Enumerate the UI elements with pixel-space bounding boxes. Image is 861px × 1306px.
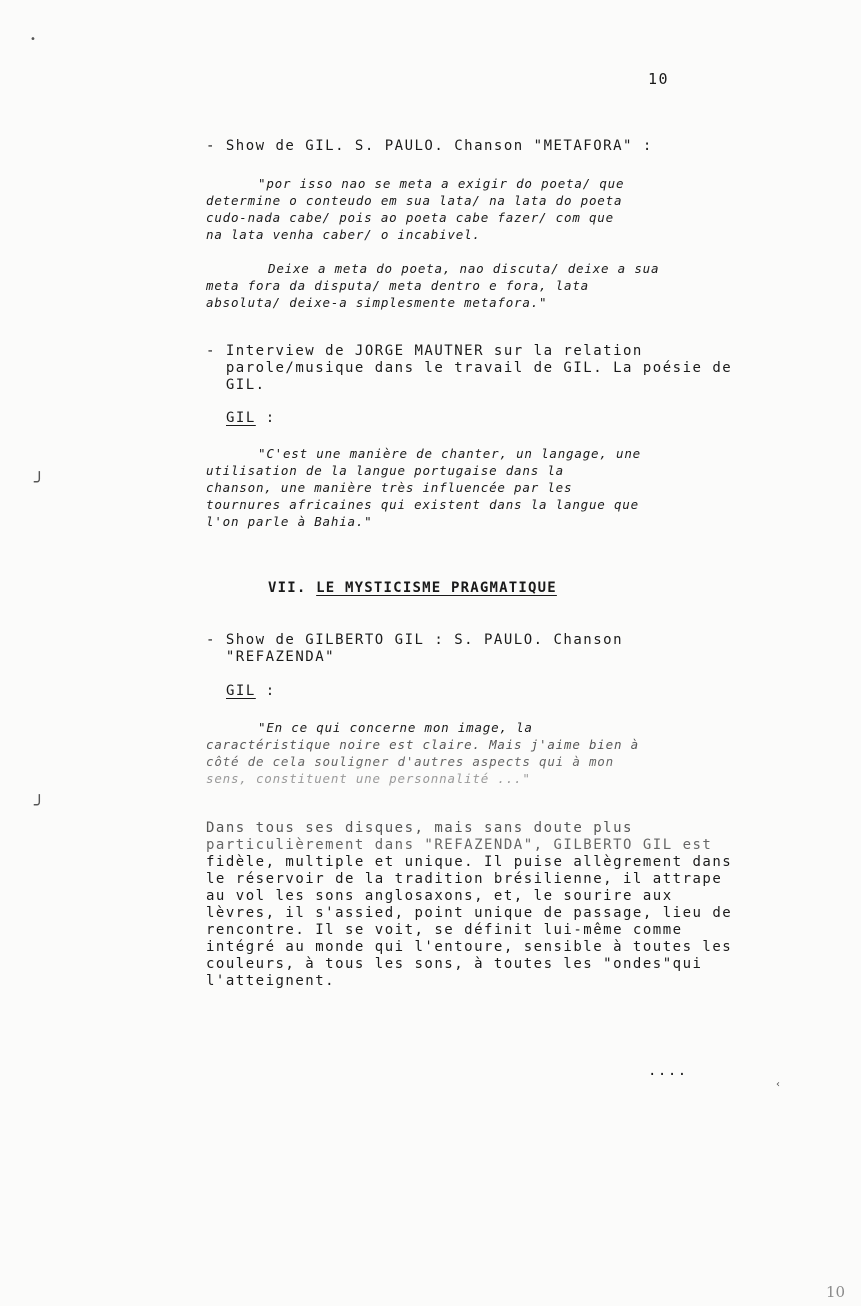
quote-line: determine o conteudo em sua lata/ na lata do poeta [206,193,623,208]
dot-mark: ‹ [776,1079,780,1090]
quote-line: chanson, une manière très influencée par les [206,480,573,495]
paragraph-line: intégré au monde qui l'entoure, sensible à toutes les [206,939,733,955]
quote-line: "En ce qui concerne mon image, la [258,720,533,735]
quote-line: côté de cela souligner d'autres aspects qui à mon [206,754,614,769]
paragraph-line: couleurs, à tous les sons, à toutes les "ondes"qui [206,956,703,972]
quote-line: tournures africaines qui existent dans la langue que [206,497,639,512]
heading-line: - Interview de JORGE MAUTNER sur la relation [206,343,643,359]
paragraph-line: le réservoir de la tradition brésilienne, il attrape [206,871,723,887]
binding-mark: ╯ [34,795,45,816]
heading-line: GIL. [206,377,266,393]
paragraph-line: Dans tous ses disques, mais sans doute plus [206,820,633,836]
heading-line: "REFAZENDA" [206,649,336,665]
quote-line: absoluta/ deixe-a simplesmente metafora." [206,295,548,310]
continuation-dots: .... [648,1063,688,1079]
paragraph-line: fidèle, multiple et unique. Il puise allègrement dans [206,854,733,870]
dot-mark: • [30,34,36,45]
quote-line: utilisation de la langue portugaise dans la [206,463,565,478]
binding-mark: ╯ [34,472,45,493]
section-title [268,580,557,596]
paragraph-line: l'atteignent. [206,973,336,989]
paragraph-line: lèvres, il s'assied, point unique de passage, lieu de [206,905,733,921]
quote-line: meta fora da disputa/ meta dentro e fora, lata [206,278,589,293]
speaker-name: GIL [226,410,256,426]
page-number: 10 [648,70,670,88]
paragraph-line: rencontre. Il se voit, se définit lui-même comme [206,922,683,938]
paragraph-line: particulièrement dans "REFAZENDA", GILBERTO GIL est [206,837,713,853]
quote-line: Deixe a meta do poeta, nao discuta/ deixe a sua [268,261,660,276]
paragraph-line: au vol les sons anglosaxons, et, le sourire aux [206,888,673,904]
speaker-colon: : [255,410,276,426]
section-title-text: LE MYSTICISME PRAGMATIQUE [316,580,557,596]
quote-line: cudo-nada cabe/ pois ao poeta cabe fazer/ com que [206,210,614,225]
quote-line: "C'est une manière de chanter, un langage, une [258,446,641,461]
quote-line: sens, constituent une personnalité ..." [206,771,531,786]
heading-line: - Show de GILBERTO GIL : S. PAULO. Chanson [206,632,624,648]
section-heading-metafora: - Show de GIL. S. PAULO. Chanson "METAFORA" : [206,138,653,154]
speaker-label [226,683,276,699]
speaker-colon: : [255,683,276,699]
corner-page-number: 10 [826,1283,846,1301]
quote-line: l'on parle à Bahia." [206,514,373,529]
heading-line: parole/musique dans le travail de GIL. La poésie de [206,360,733,376]
speaker-label [226,410,276,426]
speaker-name: GIL [226,683,256,699]
section-number: VII. [268,580,307,596]
quote-line: caractéristique noire est claire. Mais j'aime bien à [206,737,639,752]
quote-line: na lata venha caber/ o incabivel. [206,227,481,242]
quote-line: "por isso nao se meta a exigir do poeta/ que [258,176,625,191]
